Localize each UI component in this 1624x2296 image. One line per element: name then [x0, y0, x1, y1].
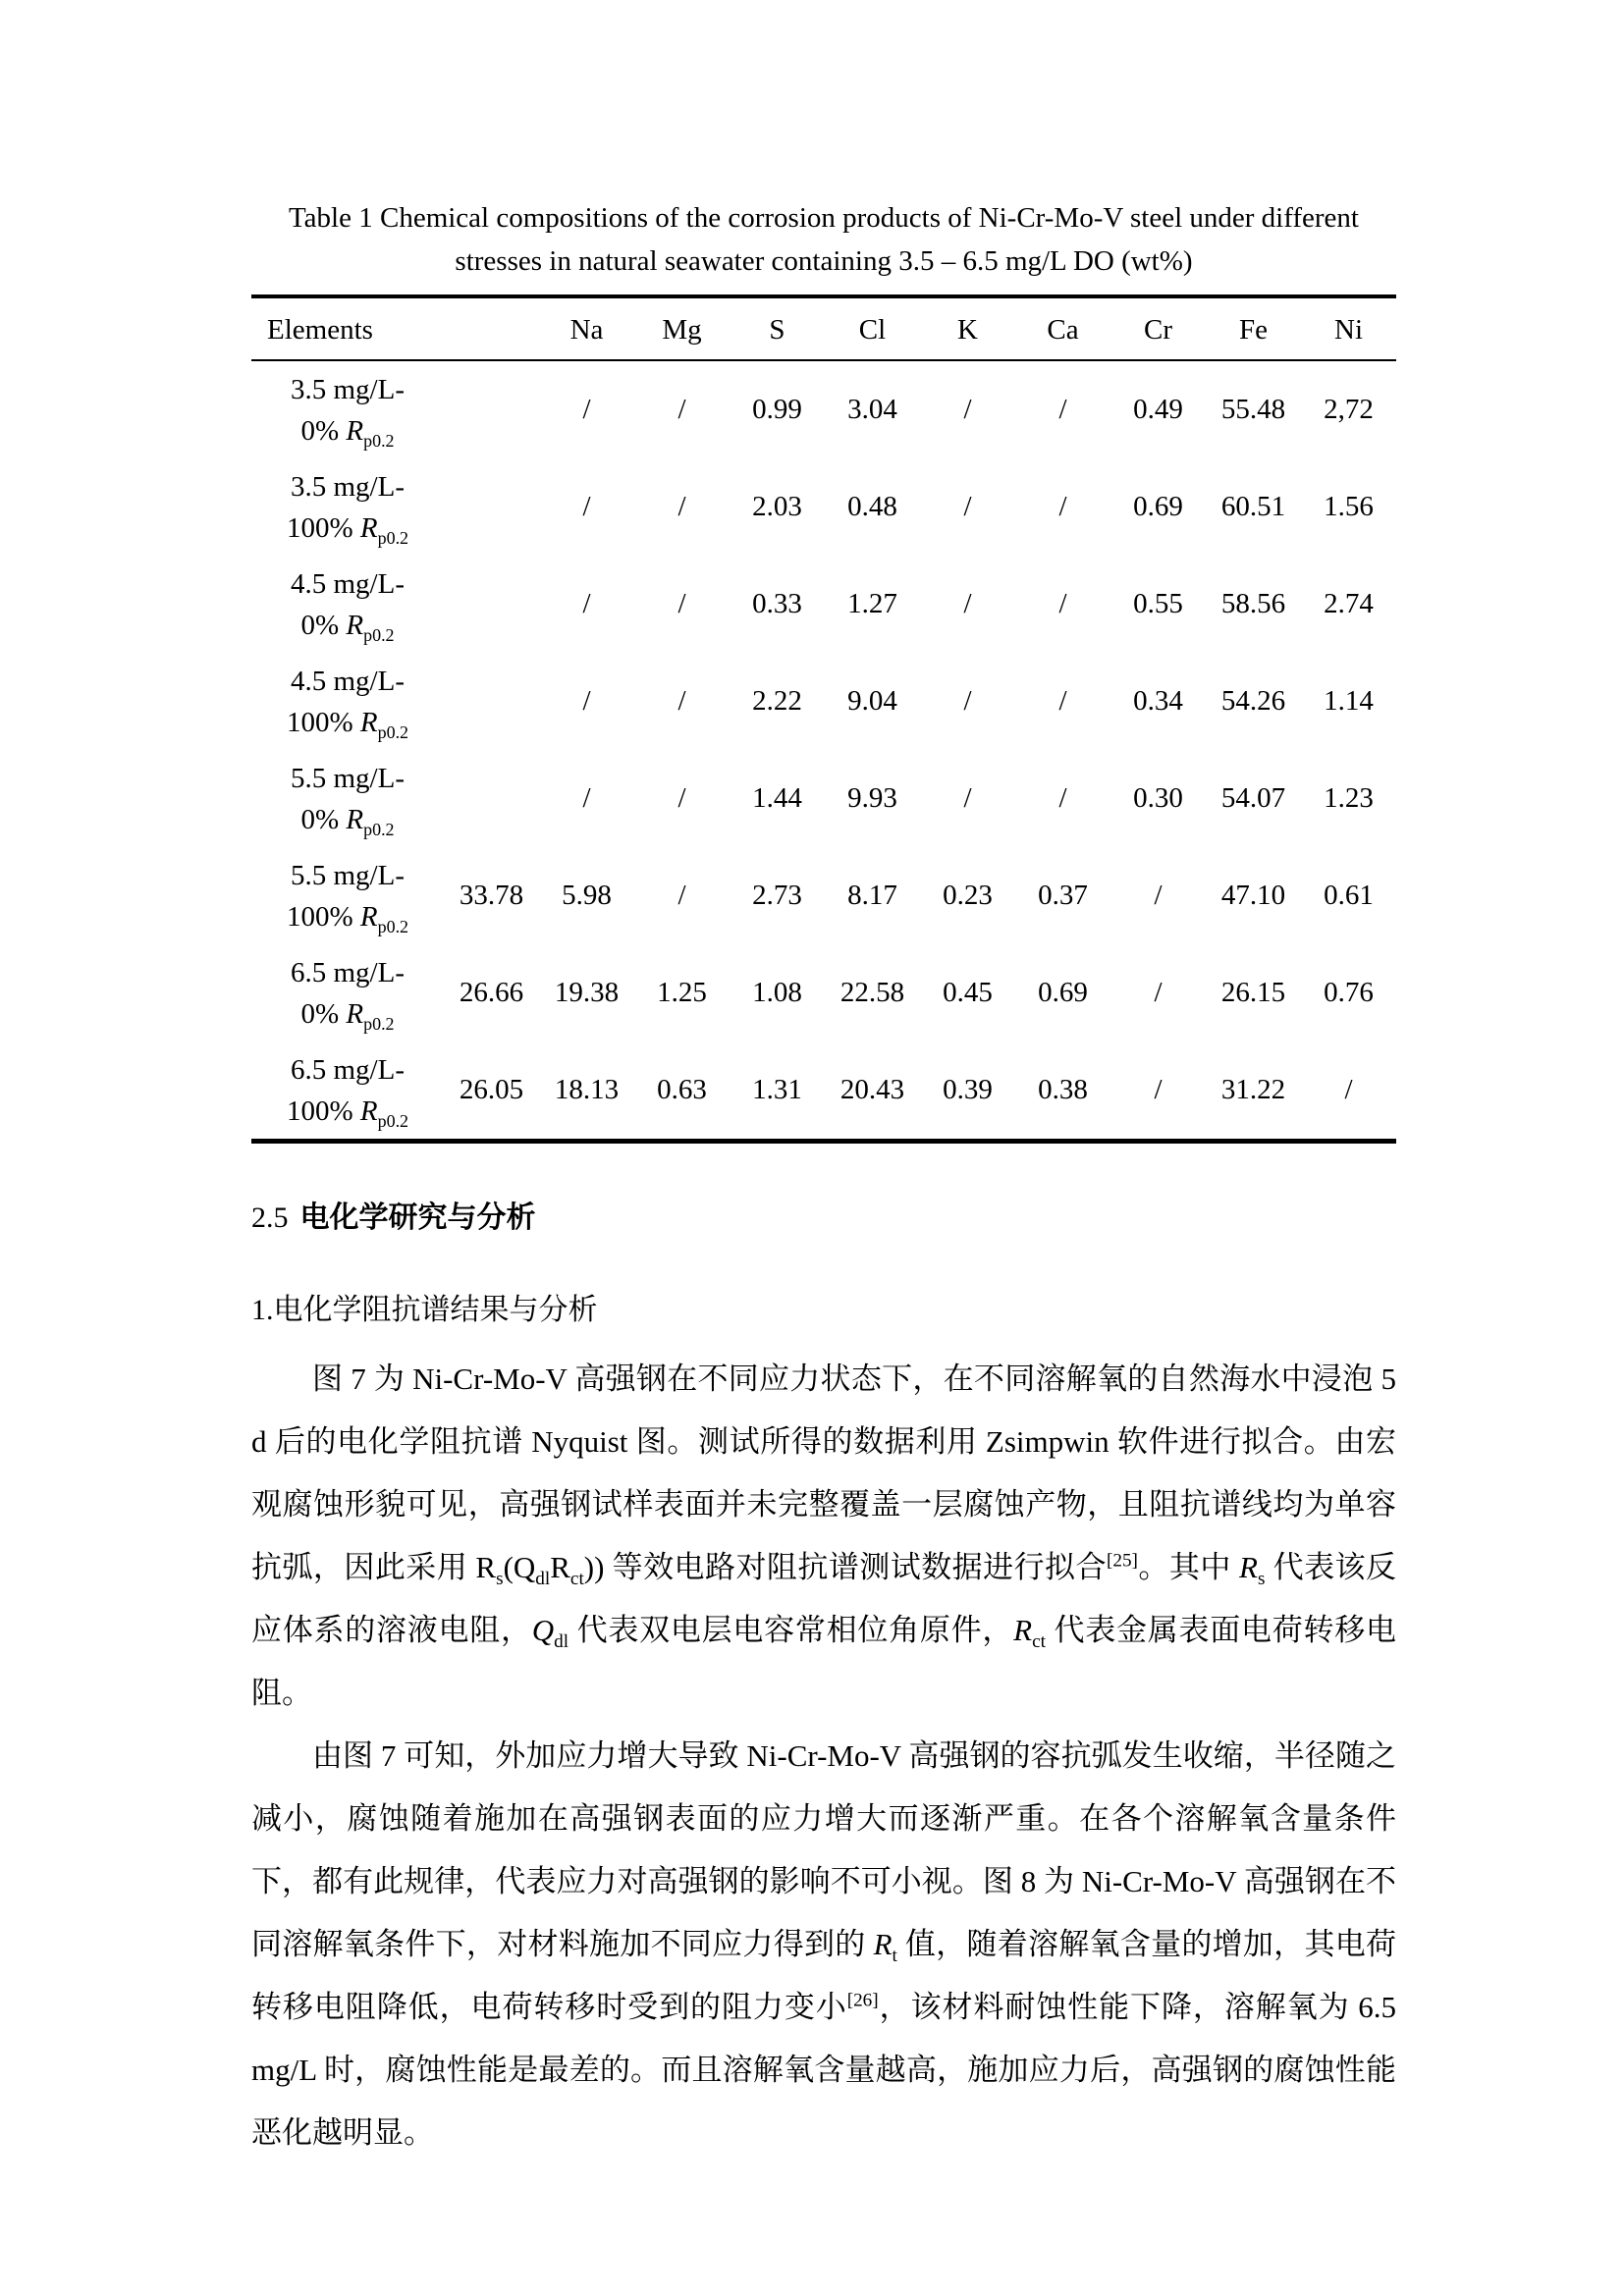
cell-value [444, 556, 539, 653]
cell-value: 0.37 [1038, 880, 1088, 911]
section-number: 2.5 [251, 1201, 289, 1234]
cell-value: 55.48 [1220, 394, 1286, 425]
cell-value: / [963, 394, 972, 425]
chemical-compositions-table [251, 294, 1396, 1144]
column-header [444, 296, 539, 360]
cell-value: / [1058, 685, 1067, 717]
row-label-line-1: 6.5 mg/L- [291, 956, 405, 988]
cell-value: 1.56 [1324, 491, 1374, 522]
column-header: Elements [251, 296, 444, 360]
cell-value: 0.33 [752, 588, 802, 619]
cell-value: / [963, 588, 972, 619]
cell-value: / [1154, 1074, 1163, 1105]
table-caption-line-1: Table 1 Chemical compositions of the corrosion products of Ni-Cr-Mo-V steel under different [288, 202, 1359, 234]
table-row [251, 944, 1396, 1041]
row-label [251, 360, 444, 458]
section-title: 电化学研究与分析 [299, 1201, 536, 1234]
cell-value: / [1058, 394, 1067, 425]
cell-value [444, 458, 539, 556]
cell-value: 2.03 [752, 491, 802, 522]
table-head [251, 296, 1396, 360]
cell-value: 26.05 [459, 1074, 524, 1105]
paragraph: 图 7 为 Ni-Cr-Mo-V 高强钢在不同应力状态下，在不同溶解氧的自然海水中浸泡 5 d 后的电化学阻抗谱 Nyquist 图。测试所得的数据利用 Zsimpwin 软件进行拟合。由宏观腐蚀形貌可见，高强钢试样表面并未完整覆盖一层腐蚀产物，且阻抗谱线均为单容抗弧，因此采用 $R_s(Q_{dl}R_{ct})$) 等效电路对阻抗谱测试数据进行拟合[25]。其中 $R_s$ 代表该反应体系的溶液电阻，$Q_{dl}$ 代表双电层电容常相位角原件，$R_{ct}$ 代表金属表面电荷转移电阻。 [251, 1362, 1397, 1710]
cell-value: / [963, 782, 972, 814]
cell-value: 0.34 [1133, 685, 1183, 717]
cell-value: 1.25 [657, 977, 707, 1008]
row-label [251, 847, 444, 944]
cell-value: 19.38 [554, 977, 620, 1008]
cell-value: 47.10 [1220, 880, 1286, 911]
row-label-line-2: 0% $R_{p0.2}$ [300, 803, 395, 839]
subsection-heading: 1.电化学阻抗谱结果与分析 [251, 1294, 598, 1326]
column-header: Cr [1110, 296, 1206, 360]
cell-value: / [677, 588, 686, 619]
cell-value: 3.04 [847, 394, 897, 425]
cell-value: 60.51 [1220, 491, 1286, 522]
table-header-row [251, 296, 1396, 360]
cell-value: 31.22 [1220, 1074, 1286, 1105]
table-row [251, 653, 1396, 750]
table-row [251, 360, 1396, 458]
cell-value: 0.45 [943, 977, 993, 1008]
cell-value: 0.69 [1133, 491, 1183, 522]
table-row [251, 750, 1396, 847]
cell-value: 1.08 [752, 977, 802, 1008]
cell-value: 54.26 [1220, 685, 1286, 717]
cell-value: / [582, 588, 591, 619]
row-label [251, 944, 444, 1041]
cell-value: / [582, 491, 591, 522]
cell-value: 0.55 [1133, 588, 1183, 619]
row-label-line-1: 6.5 mg/L- [291, 1053, 405, 1086]
cell-value: 1.31 [752, 1074, 802, 1105]
cell-value: 2.74 [1324, 588, 1374, 619]
row-label-line-2: 100% $R_{p0.2}$ [286, 900, 409, 936]
row-label-line-1: 5.5 mg/L- [291, 859, 405, 891]
cell-value: / [963, 491, 972, 522]
row-label-line-1: 3.5 mg/L- [291, 373, 405, 405]
cell-value [444, 360, 539, 458]
row-label-line-1: 3.5 mg/L- [291, 470, 405, 503]
cell-value: / [1058, 782, 1067, 814]
row-label [251, 653, 444, 750]
row-label [251, 750, 444, 847]
cell-value [444, 750, 539, 847]
column-header: Ni [1301, 296, 1396, 360]
cell-value: / [1344, 1074, 1353, 1105]
cell-value: 0.69 [1038, 977, 1088, 1008]
cell-value: / [1154, 880, 1163, 911]
cell-value: 1.14 [1324, 685, 1374, 717]
cell-value: / [582, 782, 591, 814]
row-label-line-1: 4.5 mg/L- [291, 567, 405, 600]
table-row [251, 458, 1396, 556]
table-body [251, 360, 1396, 1142]
row-label-line-2: 100% $R_{p0.2}$ [286, 1095, 409, 1131]
cell-value: / [582, 685, 591, 717]
row-label-line-2: 0% $R_{p0.2}$ [300, 414, 395, 451]
cell-value: 8.17 [847, 880, 897, 911]
paragraphs [251, 1348, 1396, 2164]
cell-value: 26.66 [459, 977, 524, 1008]
cell-value [444, 653, 539, 750]
table-caption-line-2: stresses in natural seawater containing 3.5 – 6.5 mg/L DO (wt%) [455, 245, 1193, 277]
cell-value: / [582, 394, 591, 425]
column-header: Na [539, 296, 634, 360]
cell-value: / [677, 685, 686, 717]
cell-value: 0.76 [1324, 977, 1374, 1008]
column-header: Fe [1206, 296, 1301, 360]
cell-value: / [963, 685, 972, 717]
cell-value: 26.15 [1220, 977, 1286, 1008]
cell-value: / [677, 880, 686, 911]
row-label-line-2: 0% $R_{p0.2}$ [300, 609, 395, 645]
cell-value: / [677, 491, 686, 522]
row-label [251, 556, 444, 653]
row-label-line-1: 5.5 mg/L- [291, 762, 405, 794]
cell-value: 0.61 [1324, 880, 1374, 911]
cell-value: 54.07 [1220, 782, 1286, 814]
row-label-line-2: 100% $R_{p0.2}$ [286, 706, 409, 742]
cell-value: 20.43 [839, 1074, 905, 1105]
column-header: Mg [634, 296, 730, 360]
cell-value: 1.44 [752, 782, 802, 814]
cell-value: / [677, 782, 686, 814]
cell-value: 0.48 [847, 491, 897, 522]
table-caption [251, 196, 1396, 283]
table-row [251, 1041, 1396, 1142]
cell-value: / [677, 394, 686, 425]
cell-value: / [1058, 491, 1067, 522]
column-header: K [920, 296, 1015, 360]
cell-value: 0.30 [1133, 782, 1183, 814]
cell-value: 22.58 [839, 977, 905, 1008]
cell-value: 33.78 [459, 880, 524, 911]
table-row [251, 556, 1396, 653]
cell-value: 0.49 [1133, 394, 1183, 425]
column-header: Cl [825, 296, 920, 360]
cell-value: / [1058, 588, 1067, 619]
row-label-line-1: 4.5 mg/L- [291, 665, 405, 697]
cell-value: 58.56 [1220, 588, 1286, 619]
cell-value: 1.23 [1324, 782, 1374, 814]
cell-value: 1.27 [847, 588, 897, 619]
cell-value: / [1154, 977, 1163, 1008]
cell-value: 0.39 [943, 1074, 993, 1105]
row-label [251, 458, 444, 556]
cell-value: 0.99 [752, 394, 802, 425]
row-label-line-2: 100% $R_{p0.2}$ [286, 511, 409, 548]
cell-value: 18.13 [554, 1074, 620, 1105]
row-label-line-2: 0% $R_{p0.2}$ [300, 997, 395, 1034]
cell-value: 5.98 [562, 880, 612, 911]
cell-value: 9.04 [847, 685, 897, 717]
column-header: S [730, 296, 825, 360]
table-row [251, 847, 1396, 944]
paragraph: 由图 7 可知，外加应力增大导致 Ni-Cr-Mo-V 高强钢的容抗弧发生收缩，半径随之减小，腐蚀随着施加在高强钢表面的应力增大而逐渐严重。在各个溶解氧含量条件下，都有此规律，代表应力对高强钢的影响不可小视。图 8 为 Ni-Cr-Mo-V 高强钢在不同溶解氧条件下，对材料施加不同应力得到的 $R_t$ 值，随着溶解氧含量的增加，其电荷转移电阻降低，电荷转移时受到的阻力变小[26]，该材料耐蚀性能下降，溶解氧为 6.5 mg/L 时，腐蚀性能是最差的。而且溶解氧含量越高，施加应力后，高强钢的腐蚀性能恶化越明显。 [251, 1738, 1397, 2150]
row-label [251, 1041, 444, 1142]
cell-value: 2.22 [752, 685, 802, 717]
cell-value: 9.93 [847, 782, 897, 814]
cell-value: 2.73 [752, 880, 802, 911]
cell-value: 0.38 [1038, 1074, 1088, 1105]
column-header: Ca [1015, 296, 1110, 360]
cell-value: 0.23 [943, 880, 993, 911]
cell-value: 2,72 [1324, 394, 1374, 425]
cell-value: 0.63 [657, 1074, 707, 1105]
section-heading [251, 1197, 1396, 1240]
